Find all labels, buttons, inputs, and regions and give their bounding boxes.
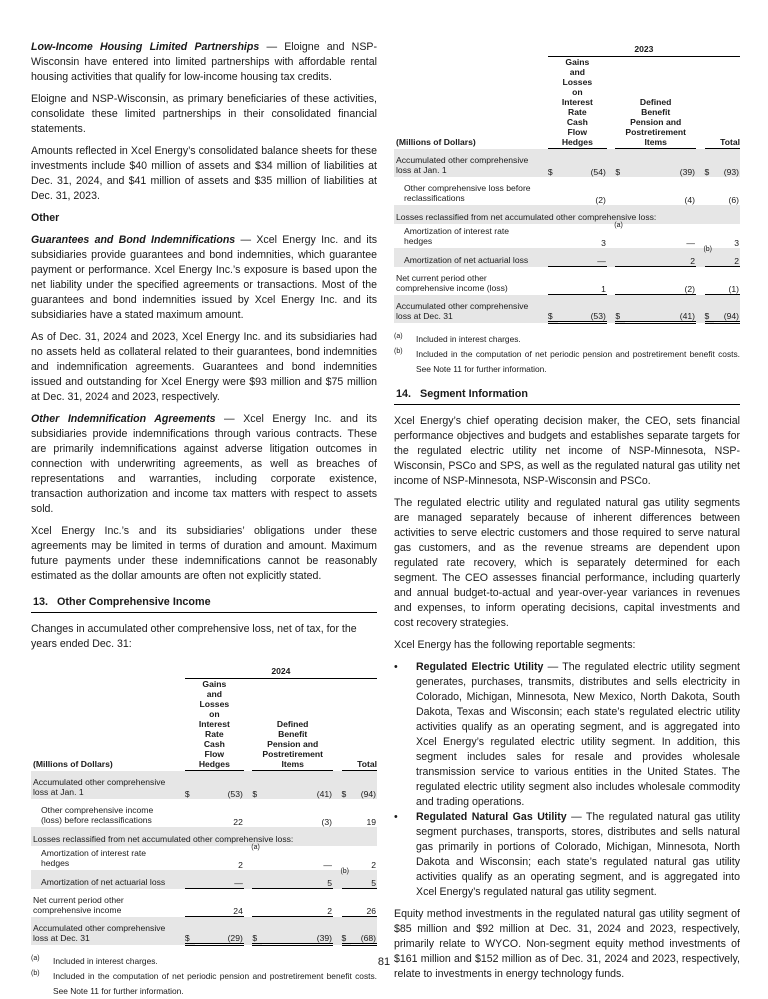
footnote-key: (b) <box>31 970 40 977</box>
left-column <box>31 40 377 999</box>
footnote-text: Included in interest charges. <box>416 334 521 344</box>
footnote-ref-b: (b) <box>703 245 712 253</box>
oci-table-2024 <box>31 666 377 946</box>
table-row: Amortization of interest rate hedges 3 (a) — 3 <box>404 221 739 248</box>
footnote-key: (a) <box>31 955 40 962</box>
oci-table-2023 <box>394 44 740 324</box>
footnote-ref-a: (a) <box>251 843 260 851</box>
paragraph-changes-intro: Changes in accumulated other comprehensive loss, net of tax, for the years ended Dec. 31: <box>31 623 357 650</box>
segment-list <box>394 660 740 900</box>
section-heading-13: 13. Other Comprehensive Income <box>31 593 377 613</box>
paragraph-amounts-reflected: Amounts reflected in Xcel Energy’s consolidated balance sheets for these investments include $40 million of assets and $34 million of liabilities at Dec. 31, 2024, and $41 million of assets and $35 million of liabilities at Dec. 31, 2023. <box>31 145 377 202</box>
column-header-label: (Millions of Dollars) <box>33 758 113 769</box>
bullet-icon: • <box>394 811 398 823</box>
column-header-hedges: Gains and Losses on Interest Rate Cash Flow Hedges <box>185 679 244 771</box>
table-year-header: 2023 <box>548 44 740 57</box>
paragraph-segments-managed: The regulated electric utility and regulated natural gas utility segments are managed separately because of inherent differences between activities to serve electric customers and those required to serve natural gas customers, and as the revenue streams are dependent upon regulated rate recovery, which is separately determined for each segment. The CEO assesses financial performance, including quarterly and annual budget-to-actual and year-over-year variances in revenues and expenses, to inform operating decisions, capital investments and cost recovery strategies. <box>394 497 740 629</box>
run-in-heading: Regulated Natural Gas Utility <box>416 811 567 823</box>
table-row: Accumulated other comprehensive loss at Jan. 1 $ (54) $ (39) $ (93) <box>394 149 740 177</box>
paragraph-low-income-housing: Low-Income Housing Limited Partnerships — Eloigne and NSP-Wisconsin have entered into limited partnerships with affordable rental housing activities that qualify for low-income housing tax credits. <box>31 41 377 83</box>
table-row: Losses reclassified from net accumulated other comprehensive loss: <box>31 827 377 846</box>
subheading-other: Other <box>31 212 60 224</box>
paragraph-equity-method: Equity method investments in the regulated natural gas utility segment of $85 million and $92 million at Dec. 31, 2024 and 2023, respectively, primarily relate to WYCO. Non-segment equity method investments of $161 million and $152 million as of Dec. 31, 2024 and 2023, respectively, relate to investments in energy technology funds. <box>394 908 740 980</box>
run-in-heading: Other Indemnification Agreements <box>31 413 216 425</box>
footnote-text: Included in interest charges. <box>53 956 158 966</box>
paragraph-other-indemnification: Other Indemnification Agreements — Xcel Energy Inc. and its subsidiaries provide indemnifications through various contracts. These are primarily indemnifications against adverse litigation outcomes in connection with underwriting agreements, as well as breaches of representations and warranties, including corporate existence, transaction authorization and income tax matters with respect to assets sold. <box>31 413 377 515</box>
paragraph-obligations: Xcel Energy Inc.’s and its subsidiaries’ obligations under these agreements may be limited in terms of duration and amount. Maximum future payments under these indemnifications cannot be reasonably estimated as the dollar amounts are often not explicitly stated. <box>31 525 377 582</box>
right-column <box>394 44 740 989</box>
table-row: Losses reclassified from net accumulated other comprehensive loss: <box>394 205 740 224</box>
table-row: Amortization of interest rate hedges 2 (a) — 2 <box>41 843 376 870</box>
table-row: Net current period other comprehensive income (loss) 1 (2) (1) <box>394 267 740 295</box>
table-row: Accumulated other comprehensive loss at Dec. 31 $ (53) $ (41) $ (94) <box>394 295 740 323</box>
list-item: • Regulated Natural Gas Utility — The regulated natural gas utility segment purchases, transports, stores, distributes and sells natural gas primarily in portions of Colorado, Michigan, Minnesota, North Dakota and Wisconsin; each state’s regulated natural gas utility activities qualify as an operating segment, and is aggregated into Xcel Energy’s regulated natural gas utility segment. <box>394 811 740 898</box>
paragraph-collateral: As of Dec. 31, 2024 and 2023, Xcel Energy Inc. and its subsidiaries had no assets held as collateral related to their guarantees, bond indemnities and indemnification agreements. Guarantees and bond indemnities issued and outstanding for Xcel Energy were $93 million and $75 million at Dec. 31, 2024 and 2023, respectively. <box>31 331 377 403</box>
run-in-heading: Guarantees and Bond Indemnifications <box>31 234 236 246</box>
list-item: • Regulated Electric Utility — The regulated electric utility segment generates, purchases, transmits, distributes and sells electricity in Colorado, Michigan, Minnesota, New Mexico, North Dakota, South Dakota, Texas and Wisconsin; each state’s regulated electric utility activities qualify as an operating segment, and is aggregated into Xcel Energy’s regulated electric utility segment. In addition, this segment includes sales for resale and provides wholesale transmission service to various entities in the United States. The regulated electric utility segment also includes wholesale commodity and trading operations. <box>394 661 740 808</box>
paragraph-primary-beneficiaries: Eloigne and NSP-Wisconsin, as primary beneficiaries of these activities, consolidate these limited partnerships in their consolidated financial statements. <box>31 93 377 135</box>
footnote-text: Included in the computation of net periodic pension and postretirement benefit costs. See Note 11 for further information. <box>416 349 740 374</box>
run-in-heading: Regulated Electric Utility <box>416 661 544 673</box>
column-header-hedges: Gains and Losses on Interest Rate Cash Flow Hedges <box>548 57 607 149</box>
column-header-label: (Millions of Dollars) <box>396 136 476 147</box>
section-heading-14: 14. Segment Information <box>394 385 740 405</box>
page-number: 81 <box>377 956 391 968</box>
table-row: Accumulated other comprehensive loss at Dec. 31 $ (29) $ (39) $ (68) <box>31 917 377 945</box>
table-row: Net current period other comprehensive income 24 2 26 <box>31 889 377 917</box>
footnote-key: (b) <box>394 348 403 355</box>
column-header-total: Total <box>705 57 741 149</box>
column-header-total: Total <box>342 679 378 771</box>
column-header-pension: Defined Benefit Pension and Postretirement Items <box>615 57 696 149</box>
paragraph-codm: Xcel Energy’s chief operating decision maker, the CEO, sets financial performance objectives and budgets and establishes separate targets for the regulated electric utility net income of NSP-Minnesota, NSP-Wisconsin, PSCo and SPS, as well as the regulated natural gas utility net income of NSP-Minnesota, NSP-Wisconsin and PSCo. <box>394 415 740 487</box>
paragraph-guarantees: Guarantees and Bond Indemnifications — Xcel Energy Inc. and its subsidiaries provide guarantees and bond indemnities, which guarantee payment or performance. Xcel Energy Inc.’s exposure is based upon the net liability under the specified agreements or transactions. Most of the guarantees and bond indemnities issued by Xcel Energy Inc. and its subsidiaries have a stated maximum amount. <box>31 234 377 321</box>
table-footnotes <box>394 332 740 377</box>
footnote-ref-b: (b) <box>340 867 349 875</box>
column-header-pension: Defined Benefit Pension and Postretirement Items <box>252 679 333 771</box>
paragraph-reportable-intro: Xcel Energy has the following reportable segments: <box>394 639 636 651</box>
table-row: Other comprehensive income (loss) before reclassifications 22 (3) 19 <box>41 804 376 827</box>
footnote-ref-a: (a) <box>614 221 623 229</box>
table-year-header: 2024 <box>185 666 377 679</box>
bullet-icon: • <box>394 661 398 673</box>
footnote-key: (a) <box>394 333 403 340</box>
table-row: Other comprehensive loss before reclassifications (2) (4) (6) <box>404 182 739 205</box>
table-row: Amortization of net actuarial loss — 2 (b) 2 <box>394 248 740 267</box>
footnote-text: Included in the computation of net periodic pension and postretirement benefit costs. See Note 11 for further information. <box>53 971 377 996</box>
table-row: Accumulated other comprehensive loss at Jan. 1 $ (53) $ (41) $ (94) <box>31 771 377 799</box>
table-row: Amortization of net actuarial loss — 5 (b) 5 <box>31 870 377 889</box>
run-in-heading: Low-Income Housing Limited Partnerships <box>31 41 260 53</box>
